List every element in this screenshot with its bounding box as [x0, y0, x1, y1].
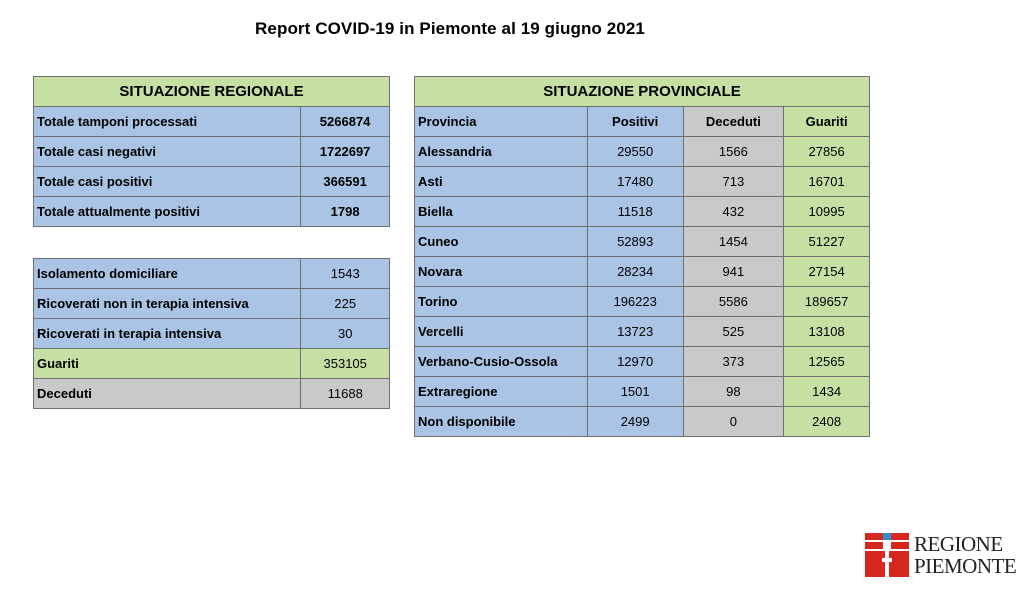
province-name: Asti: [415, 167, 588, 197]
positivi-value: 12970: [587, 347, 683, 377]
province-name: Cuneo: [415, 227, 588, 257]
table-row: [34, 197, 390, 227]
guariti-value: 10995: [784, 197, 870, 227]
guariti-value: 2408: [784, 407, 870, 437]
table-row: [415, 227, 870, 257]
positivi-value: 1501: [587, 377, 683, 407]
piemonte-crest-icon: [864, 532, 910, 578]
row-value: 11688: [301, 379, 390, 409]
province-name: Alessandria: [415, 137, 588, 167]
row-value: 1722697: [301, 137, 390, 167]
regione-piemonte-logo: [864, 531, 1019, 579]
positivi-value: 17480: [587, 167, 683, 197]
regional-header: SITUAZIONE REGIONALE: [34, 77, 390, 107]
province-name: Non disponibile: [415, 407, 588, 437]
logo-wordmark: [914, 533, 1016, 577]
table-row: [415, 377, 870, 407]
table-row: [34, 167, 390, 197]
row-value: 353105: [301, 349, 390, 379]
table-row: [34, 107, 390, 137]
guariti-value: 27856: [784, 137, 870, 167]
row-label: Totale casi positivi: [34, 167, 301, 197]
province-name: Novara: [415, 257, 588, 287]
row-label: Totale casi negativi: [34, 137, 301, 167]
deceduti-value: 5586: [683, 287, 784, 317]
positivi-value: 196223: [587, 287, 683, 317]
row-value: 30: [301, 319, 390, 349]
table-header-row: [415, 77, 870, 107]
deceduti-value: 713: [683, 167, 784, 197]
guariti-value: 12565: [784, 347, 870, 377]
deceduti-value: 941: [683, 257, 784, 287]
row-value: 225: [301, 289, 390, 319]
table-row: [415, 347, 870, 377]
row-value: 1543: [301, 259, 390, 289]
deceduti-value: 1566: [683, 137, 784, 167]
provincial-header: SITUAZIONE PROVINCIALE: [415, 77, 870, 107]
table-row: [34, 289, 390, 319]
regional-detail-table: [33, 258, 390, 409]
guariti-value: 189657: [784, 287, 870, 317]
table-row: [34, 319, 390, 349]
province-name: Verbano-Cusio-Ossola: [415, 347, 588, 377]
deceduti-value: 373: [683, 347, 784, 377]
table-header-row: [34, 77, 390, 107]
column-header: Provincia: [415, 107, 588, 137]
table-row: [34, 137, 390, 167]
page-title: Report COVID-19 in Piemonte al 19 giugno 2021: [255, 19, 645, 38]
table-row: [415, 407, 870, 437]
column-header: Deceduti: [683, 107, 784, 137]
province-name: Biella: [415, 197, 588, 227]
regional-summary-table: [33, 76, 390, 227]
table-row: [415, 167, 870, 197]
row-label: Deceduti: [34, 379, 301, 409]
row-label: Guariti: [34, 349, 301, 379]
guariti-value: 1434: [784, 377, 870, 407]
guariti-value: 13108: [784, 317, 870, 347]
table-row: [34, 259, 390, 289]
deceduti-value: 432: [683, 197, 784, 227]
column-header-row: [415, 107, 870, 137]
province-name: Vercelli: [415, 317, 588, 347]
row-label: Totale attualmente positivi: [34, 197, 301, 227]
row-value: 1798: [301, 197, 390, 227]
positivi-value: 13723: [587, 317, 683, 347]
row-label: Ricoverati non in terapia intensiva: [34, 289, 301, 319]
positivi-value: 2499: [587, 407, 683, 437]
positivi-value: 52893: [587, 227, 683, 257]
row-label: Ricoverati in terapia intensiva: [34, 319, 301, 349]
row-value: 5266874: [301, 107, 390, 137]
table-row: [415, 317, 870, 347]
table-row: [415, 197, 870, 227]
table-row: [415, 137, 870, 167]
column-header: Guariti: [784, 107, 870, 137]
guariti-value: 16701: [784, 167, 870, 197]
guariti-value: 27154: [784, 257, 870, 287]
row-label: Totale tamponi processati: [34, 107, 301, 137]
provincial-table: [414, 76, 870, 437]
positivi-value: 11518: [587, 197, 683, 227]
deceduti-value: 0: [683, 407, 784, 437]
row-label: Isolamento domiciliare: [34, 259, 301, 289]
deceduti-value: 98: [683, 377, 784, 407]
logo-line-2: PIEMONTE: [914, 554, 1017, 578]
positivi-value: 29550: [587, 137, 683, 167]
table-row: [415, 257, 870, 287]
province-name: Torino: [415, 287, 588, 317]
column-header: Positivi: [587, 107, 683, 137]
table-row: [415, 287, 870, 317]
table-row: [34, 379, 390, 409]
logo-line-1: REGIONE: [914, 532, 1003, 556]
deceduti-value: 525: [683, 317, 784, 347]
province-name: Extraregione: [415, 377, 588, 407]
positivi-value: 28234: [587, 257, 683, 287]
table-row: [34, 349, 390, 379]
row-value: 366591: [301, 167, 390, 197]
guariti-value: 51227: [784, 227, 870, 257]
deceduti-value: 1454: [683, 227, 784, 257]
